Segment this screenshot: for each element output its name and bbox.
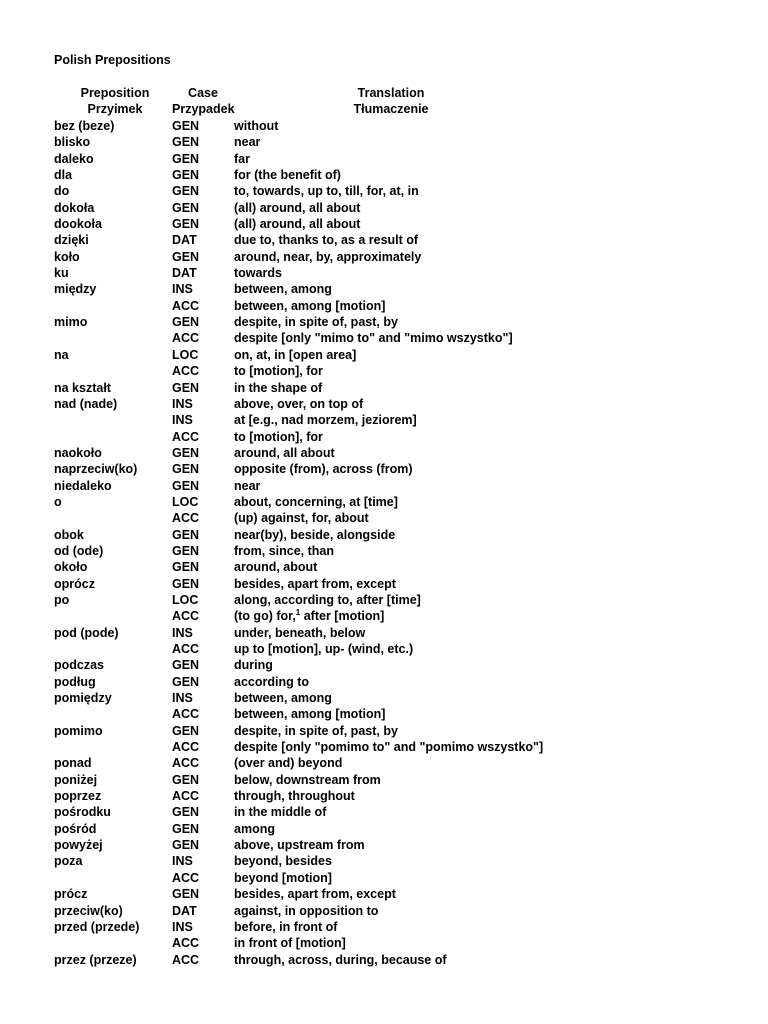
table-row [0,755,768,771]
translation-text: in the shape of [234,380,323,395]
table-row [0,445,768,461]
translation-text: about, concerning, at [time] [234,494,398,509]
grammatical-case: GEN [172,527,200,542]
table-row [0,347,768,363]
grammatical-case: ACC [172,511,200,526]
grammatical-case: INS [172,854,193,869]
preposition-word: dzięki [54,233,89,248]
preposition-word: po [54,592,70,607]
table-row [0,739,768,755]
preposition-word: dokoła [54,200,95,215]
grammatical-case: INS [172,919,193,934]
preposition-word: nad (nade) [54,396,118,411]
table-row [0,886,768,902]
preposition-word: prócz [54,887,88,902]
preposition-word: ku [54,266,69,281]
table-row [0,412,768,428]
translation-text: between, among [234,282,332,297]
grammatical-case: INS [172,282,193,297]
grammatical-case: GEN [172,838,200,853]
translation-text: around, about [234,560,318,575]
grammatical-case: DAT [172,266,197,281]
translation-text: near [234,135,261,150]
translation-text: due to, thanks to, as a result of [234,233,419,248]
preposition-word: dookoła [54,217,102,232]
preposition-word: przez (przeze) [54,952,137,967]
preposition-table [0,118,768,968]
translation-text: beyond [motion] [234,870,332,885]
grammatical-case: GEN [172,119,200,133]
grammatical-case: DAT [172,903,197,918]
grammatical-case: INS [172,625,193,640]
translation-text: despite [only "pomimo to" and "pomimo wszystko"] [234,740,544,755]
preposition-word: blisko [54,135,91,150]
grammatical-case: ACC [172,952,200,967]
header-case [172,85,234,117]
preposition-word: obok [54,527,84,542]
table-row [0,674,768,690]
preposition-word: pośród [54,821,97,836]
table-row [0,232,768,248]
translation-text: despite, in spite of, past, by [234,315,398,330]
translation-text: around, all about [234,445,335,460]
translation-text: near [234,478,261,493]
grammatical-case: ACC [172,364,200,379]
preposition-word: powyżej [54,838,103,853]
table-row [0,118,768,134]
grammatical-case: GEN [172,674,200,689]
translation-text: without [234,119,279,133]
preposition-word: pomiędzy [54,691,112,706]
grammatical-case: ACC [172,936,200,951]
table-row [0,657,768,673]
table-row [0,281,768,297]
translation-text: between, among [234,691,332,706]
table-row [0,788,768,804]
preposition-word: około [54,560,88,575]
translation-text: to [motion], for [234,429,323,444]
grammatical-case: GEN [172,576,200,591]
table-row [0,641,768,657]
grammatical-case: ACC [172,756,200,771]
translation-text: opposite (from), across (from) [234,462,413,477]
grammatical-case: LOC [172,494,199,509]
grammatical-case: DAT [172,233,197,248]
preposition-word: daleko [54,151,94,166]
table-row [0,298,768,314]
table-row [0,903,768,919]
translation-text: around, near, by, approximately [234,249,422,264]
translation-text: besides, apart from, except [234,887,396,902]
grammatical-case: ACC [172,870,200,885]
translation-text: among [234,821,275,836]
grammatical-case: GEN [172,723,200,738]
preposition-word: na kształt [54,380,111,395]
grammatical-case: GEN [172,168,200,183]
header-translation-pl: Tłumaczenie [353,102,429,116]
table-row [0,804,768,820]
preposition-word: podług [54,674,96,689]
preposition-word: poprzez [54,789,102,804]
grammatical-case: INS [172,691,193,706]
grammatical-case: ACC [172,298,200,313]
translation-text: (all) around, all about [234,217,361,232]
table-row [0,134,768,150]
table-row [0,706,768,722]
translation-text: to [motion], for [234,364,323,379]
grammatical-case: ACC [172,429,200,444]
grammatical-case: GEN [172,200,200,215]
translation-text: between, among [motion] [234,707,386,722]
grammatical-case: GEN [172,151,200,166]
header-preposition-pl: Przyimek [87,102,143,116]
translation-text-part: after [motion] [300,609,385,624]
preposition-word: pośrodku [54,805,111,820]
table-row [0,363,768,379]
translation-text: up to [motion], up- (wind, etc.) [234,642,414,656]
translation-text: in the middle of [234,805,327,820]
preposition-word: dla [54,168,73,183]
translation-text: against, in opposition to [234,903,379,918]
table-row [0,151,768,167]
preposition-word: przeciw(ko) [54,903,123,918]
preposition-word: podczas [54,658,105,673]
table-row [0,853,768,869]
table-row [0,396,768,412]
grammatical-case: GEN [172,462,200,477]
translation-text: before, in front of [234,919,338,934]
translation-text: during [234,658,273,673]
translation-text: despite [only "mimo to" and "mimo wszystko"] [234,331,513,346]
table-row [0,330,768,346]
translation-text: in front of [motion] [234,936,346,951]
grammatical-case: ACC [172,609,200,624]
preposition-word: mimo [54,315,88,330]
page-title: Polish Prepositions [54,53,171,67]
translation-text: above, upstream from [234,838,365,853]
preposition-word: do [54,184,70,199]
table-row [0,200,768,216]
preposition-word: koło [54,249,80,264]
table-row [0,527,768,543]
translation-text: along, according to, after [time] [234,592,421,607]
grammatical-case: LOC [172,347,199,362]
grammatical-case: GEN [172,560,200,575]
grammatical-case: GEN [172,184,200,199]
translation-text: above, over, on top of [234,396,364,411]
table-row [0,576,768,592]
grammatical-case: GEN [172,380,200,395]
translation-text: far [234,151,250,166]
table-row [0,265,768,281]
translation-text: near(by), beside, alongside [234,527,396,542]
table-row [0,314,768,330]
grammatical-case: GEN [172,217,200,232]
grammatical-case: ACC [172,642,200,656]
table-row [0,380,768,396]
preposition-word: przed (przede) [54,919,140,934]
table-row [0,608,768,624]
table-row [0,510,768,526]
header-translation-en: Translation [357,86,425,100]
table-row [0,625,768,641]
preposition-word: naokoło [54,445,102,460]
preposition-word: niedaleko [54,478,112,493]
preposition-word: między [54,282,97,297]
grammatical-case: GEN [172,658,200,673]
translation-text: at [e.g., nad morzem, jeziorem] [234,413,417,428]
table-row [0,821,768,837]
translation-text-part: (to go) for, [234,609,296,624]
preposition-word: poniżej [54,772,98,787]
translation-text: (over and) beyond [234,756,343,771]
table-row [0,723,768,739]
table-row [0,592,768,608]
grammatical-case: INS [172,413,193,428]
translation-text: for (the benefit of) [234,168,341,183]
translation-text: from, since, than [234,543,335,558]
table-row [0,494,768,510]
preposition-word: pomimo [54,723,103,738]
table-row [0,478,768,494]
table-row [0,952,768,968]
preposition-word: od (ode) [54,543,104,558]
grammatical-case: GEN [172,543,200,558]
header-case-en: Case [188,86,218,100]
grammatical-case: GEN [172,249,200,264]
grammatical-case: INS [172,396,193,411]
preposition-word: bez (beze) [54,119,115,133]
translation-text: according to [234,674,310,689]
translation-text: under, beneath, below [234,625,366,640]
preposition-word: na [54,347,69,362]
table-row [0,690,768,706]
translation-text: (up) against, for, about [234,511,369,526]
footnote-marker: 1 [295,608,301,618]
grammatical-case: GEN [172,887,200,902]
translation-text: to, towards, up to, till, for, at, in [234,184,419,199]
table-row [0,919,768,935]
translation-text: through, across, during, because of [234,952,447,967]
table-row [0,935,768,951]
grammatical-case: GEN [172,821,200,836]
table-row [0,249,768,265]
preposition-word: naprzeciw(ko) [54,462,138,477]
header-translation [340,85,442,117]
grammatical-case: GEN [172,805,200,820]
grammatical-case: ACC [172,789,200,804]
preposition-word: o [54,494,62,509]
grammatical-case: ACC [172,707,200,722]
table-row [0,216,768,232]
table-row [0,870,768,886]
table-row [0,183,768,199]
table-row [0,461,768,477]
table-row [0,167,768,183]
grammatical-case: GEN [172,315,200,330]
preposition-word: oprócz [54,576,95,591]
table-row [0,837,768,853]
translation-text: towards [234,266,282,281]
grammatical-case: GEN [172,478,200,493]
grammatical-case: GEN [172,135,200,150]
grammatical-case: GEN [172,445,200,460]
header-preposition-en: Preposition [80,86,150,100]
grammatical-case: ACC [172,331,200,346]
grammatical-case: GEN [172,772,200,787]
grammatical-case: ACC [172,740,200,755]
translation-text: on, at, in [open area] [234,347,357,362]
translation-text [234,608,384,624]
grammatical-case: LOC [172,592,199,607]
preposition-word: ponad [54,756,92,771]
preposition-word: poza [54,854,83,869]
translation-text: between, among [motion] [234,298,386,313]
table-row [0,559,768,575]
translation-text: below, downstream from [234,772,381,787]
translation-text: through, throughout [234,789,355,804]
header-case-pl: Przypadek [172,102,235,116]
table-row [0,772,768,788]
preposition-word: pod (pode) [54,625,119,640]
translation-text: beyond, besides [234,854,332,869]
translation-text: (all) around, all about [234,200,361,215]
translation-text: besides, apart from, except [234,576,396,591]
table-row [0,429,768,445]
translation-text: despite, in spite of, past, by [234,723,398,738]
header-preposition [70,85,160,117]
table-row [0,543,768,559]
